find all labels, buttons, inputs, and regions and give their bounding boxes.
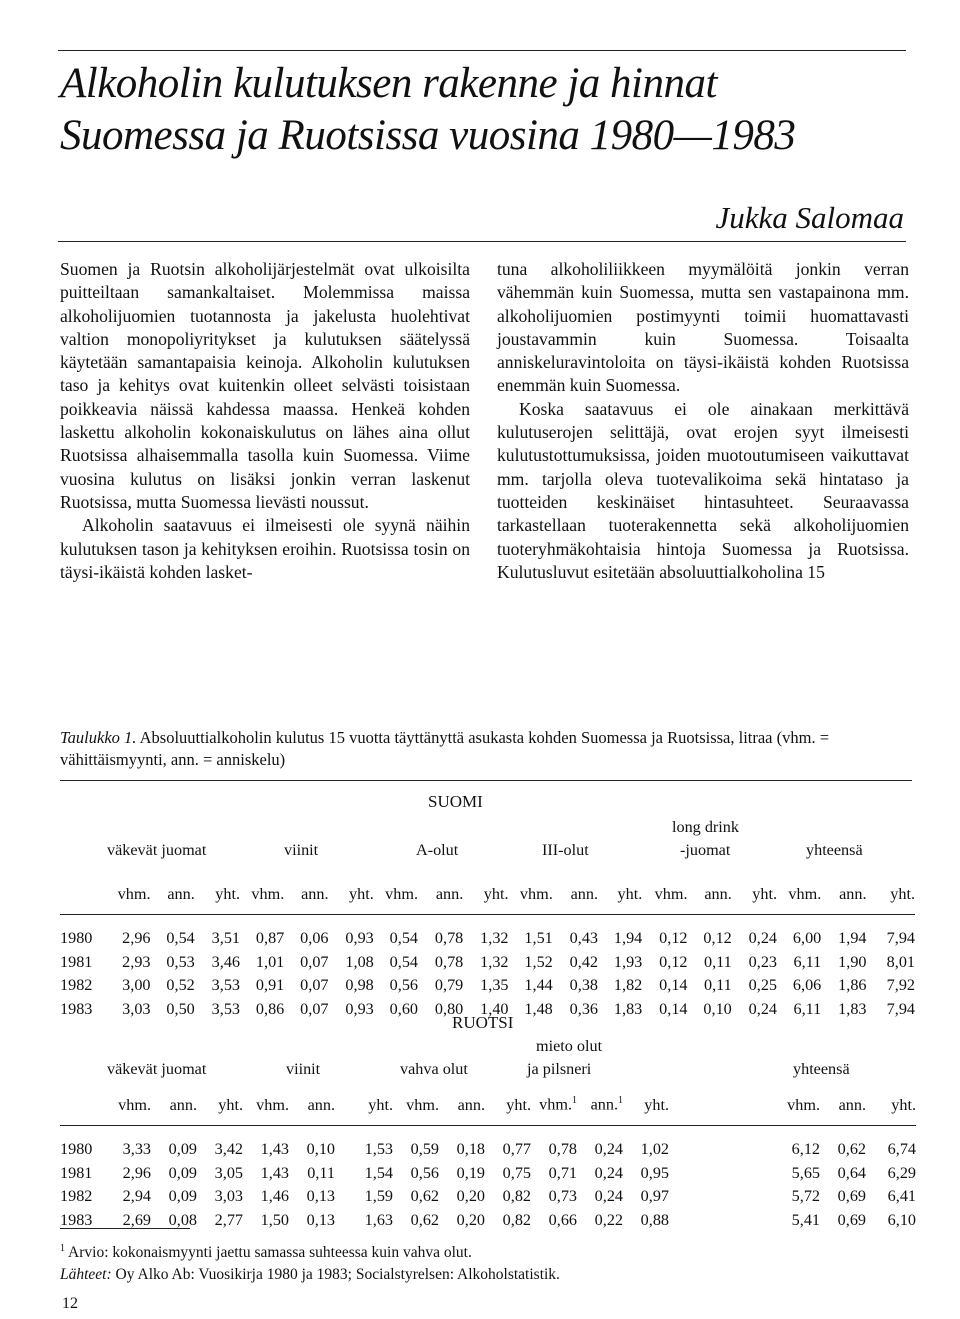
value-cell: 0,56 <box>410 1163 439 1182</box>
author-rule <box>58 241 906 242</box>
value-cell: 0,11 <box>704 976 732 995</box>
table-section-suomi <box>60 790 915 1021</box>
subheader-cell: vhm. <box>519 884 553 903</box>
title-line-2: Suomessa ja Ruotsissa vuosina 1980—1983 <box>60 112 796 159</box>
subheader-cell: yht. <box>368 1095 393 1114</box>
value-cell: 0,07 <box>300 976 329 995</box>
subheader-cell: ann. <box>435 884 464 903</box>
group-header: III-olut <box>542 841 589 859</box>
value-cell: 0,36 <box>569 1000 598 1019</box>
value-cell: 0,12 <box>703 929 732 948</box>
sources-text: Oy Alko Ab: Vuosikirja 1980 ja 1983; Socialstyrelsen: Alkoholstatistik. <box>115 1266 560 1284</box>
value-cell: 3,00 <box>122 976 151 995</box>
value-cell: 0,78 <box>548 1140 577 1159</box>
value-cell: 0,25 <box>748 976 777 995</box>
value-cell: 0,66 <box>548 1211 577 1230</box>
article-title <box>60 58 910 162</box>
subheader-cell: yht. <box>483 884 509 903</box>
value-cell: 1,01 <box>255 952 285 971</box>
value-cell: 0,13 <box>306 1211 335 1230</box>
value-cell: 0,14 <box>659 1000 688 1019</box>
table-section-ruotsi <box>60 1011 915 1232</box>
table-label: Taulukko 1. <box>60 728 137 747</box>
subheader-cell: vhm. <box>788 884 822 903</box>
value-cell: 0,69 <box>837 1187 866 1206</box>
group-header: yhteensä <box>793 1060 850 1078</box>
value-cell: 0,86 <box>255 1000 285 1019</box>
value-cell: 6,11 <box>793 952 822 971</box>
value-cell: 1,53 <box>364 1140 393 1159</box>
subheader-cell: yht. <box>890 884 915 903</box>
value-cell: 0,14 <box>659 976 688 995</box>
subheader-cell: vhm. <box>251 884 285 903</box>
value-cell: 0,54 <box>389 952 418 971</box>
value-cell: 0,22 <box>594 1211 623 1230</box>
footnote-mark: 1 <box>618 1095 623 1107</box>
value-cell: 1,94 <box>838 929 867 948</box>
value-cell: 0,06 <box>300 929 329 948</box>
section-heading: SUOMI <box>428 792 483 811</box>
value-cell: 0,87 <box>255 929 285 948</box>
group-header: yhteensä <box>806 841 863 859</box>
value-cell: 6,06 <box>792 976 822 995</box>
footnote-rule <box>60 1228 190 1229</box>
value-cell: 0,62 <box>837 1140 866 1159</box>
subheader-cell: vhm. <box>654 884 688 903</box>
value-cell: 1,90 <box>838 952 867 971</box>
value-cell: 1,59 <box>364 1187 393 1206</box>
value-cell: 3,03 <box>214 1187 243 1206</box>
group-header: ja pilsneri <box>527 1060 592 1078</box>
value-cell: 1,83 <box>838 1000 867 1019</box>
group-header: viinit <box>284 841 319 859</box>
value-cell: 0,62 <box>410 1211 439 1230</box>
group-header: -juomat <box>680 841 731 859</box>
value-cell: 1,93 <box>613 952 643 971</box>
value-cell: 1,51 <box>524 929 553 948</box>
subheader-row <box>60 1093 916 1117</box>
value-cell: 1,08 <box>345 952 374 971</box>
year-cell: 1983 <box>60 1211 93 1230</box>
subheader-cell: yht. <box>506 1095 531 1114</box>
value-cell: 0,97 <box>640 1187 669 1206</box>
value-cell: 0,52 <box>166 976 195 995</box>
body-paragraph: Alkoholin saatavuus ei ilmeisesti ole syynä näihin kulutuksen tason ja kehityksen eroihin. Ruotsissa tosin on täysi-ikäistä kohden lasket- <box>60 515 470 582</box>
value-cell: 0,93 <box>345 929 374 948</box>
year-cell: 1983 <box>60 1000 93 1019</box>
subheader-cell: yht. <box>644 1095 669 1114</box>
subheader-cell: yht. <box>349 884 374 903</box>
value-cell: 6,41 <box>887 1187 916 1206</box>
year-cell: 1980 <box>60 929 93 948</box>
value-cell: 1,46 <box>260 1187 289 1206</box>
value-cell: 6,10 <box>887 1211 916 1230</box>
value-cell: 0,11 <box>704 952 732 971</box>
value-cell: 6,12 <box>791 1140 820 1159</box>
value-cell: 0,24 <box>748 1000 777 1019</box>
value-cell: 1,02 <box>640 1140 669 1159</box>
value-cell: 0,13 <box>306 1187 335 1206</box>
subheader-text: vhm. <box>539 1095 572 1114</box>
body-column-right <box>497 258 909 584</box>
group-header: A-olut <box>416 841 459 859</box>
value-cell: 0,20 <box>456 1211 485 1230</box>
subheader-cell <box>577 1093 623 1117</box>
year-cell: 1981 <box>60 1163 93 1182</box>
value-cell: 0,71 <box>548 1163 577 1182</box>
value-cell: 6,74 <box>887 1140 916 1159</box>
value-cell: 6,29 <box>887 1163 916 1182</box>
value-cell: 1,63 <box>364 1211 393 1230</box>
footnote-mark: 1 <box>60 1243 65 1254</box>
subheader-cell: ann. <box>839 884 867 903</box>
value-cell: 2,94 <box>122 1187 151 1206</box>
value-cell: 0,50 <box>166 1000 195 1019</box>
table-row <box>60 1162 916 1186</box>
value-cell: 7,94 <box>886 1000 915 1019</box>
value-cell: 0,38 <box>569 976 598 995</box>
subheader-cell: vhm. <box>117 884 151 903</box>
group-header: vahva olut <box>400 1060 468 1078</box>
subheader-cell: ann. <box>838 1095 866 1114</box>
sources-line <box>60 1264 910 1286</box>
value-cell: 0,24 <box>594 1163 623 1182</box>
value-cell: 0,42 <box>569 952 598 971</box>
table-top-rule <box>60 780 912 781</box>
suomi-table <box>60 882 915 1021</box>
value-cell: 1,44 <box>524 976 553 995</box>
value-cell: 0,08 <box>168 1211 197 1230</box>
group-header: viinit <box>286 1060 321 1078</box>
subheader-cell: ann. <box>169 1095 197 1114</box>
subheader-text: ann. <box>590 1095 618 1114</box>
value-cell: 1,40 <box>480 1000 509 1019</box>
section-heading: RUOTSI <box>452 1013 514 1032</box>
value-cell: 0,88 <box>640 1211 669 1230</box>
subheader-cell: yht. <box>752 884 777 903</box>
value-cell: 0,79 <box>434 976 464 995</box>
value-cell: 8,01 <box>886 952 915 971</box>
value-cell: 1,48 <box>524 1000 553 1019</box>
value-cell: 0,82 <box>502 1211 531 1230</box>
value-cell: 0,82 <box>502 1187 531 1206</box>
value-cell: 7,94 <box>886 929 915 948</box>
subheader-cell: ann. <box>301 884 329 903</box>
value-cell: 1,86 <box>838 976 867 995</box>
value-cell: 0,10 <box>306 1140 335 1159</box>
body-paragraph: Koska saatavuus ei ole ainakaan merkittävä kulutuserojen selittäjä, ovat erojen syyt ilmeisesti kulutustottumuksissa, joiden muotoutumiseen vaikuttavat mm. tarjolla oleva tuotevalikoima sekä hintataso ja tuotteiden keskinäiset hintasuhteet. Seuraavassa tarkastellaan tuoterakennetta sekä alkoholijuomien tuoteryhmäkohtaisia hintoja Suomessa ja Ruotsissa. Kulutusluvut esitetään absoluuttialkoholina 15 <box>497 398 909 582</box>
value-cell: 0,09 <box>168 1187 197 1206</box>
group-header: väkevät juomat <box>107 1060 207 1078</box>
year-cell: 1982 <box>60 1187 93 1206</box>
value-cell: 3,33 <box>122 1140 151 1159</box>
value-cell: 3,42 <box>214 1140 243 1159</box>
value-cell: 0,43 <box>569 929 598 948</box>
table-caption <box>60 727 912 771</box>
value-cell: 1,35 <box>480 976 509 995</box>
footnotes <box>60 1238 910 1286</box>
subheader-cell <box>531 1093 577 1117</box>
ruotsi-table <box>60 1093 916 1232</box>
year-cell: 1981 <box>60 952 93 971</box>
value-cell: 0,24 <box>594 1140 623 1159</box>
value-cell: 3,03 <box>122 1000 151 1019</box>
title-line-1: Alkoholin kulutuksen rakenne ja hinnat <box>60 60 717 107</box>
value-cell: 0,23 <box>748 952 777 971</box>
subheader-cell: yht. <box>617 884 643 903</box>
value-cell: 0,07 <box>300 952 329 971</box>
sources-label: Lähteet: <box>60 1266 112 1284</box>
value-cell: 6,11 <box>793 1000 822 1019</box>
footnote-1 <box>60 1238 910 1264</box>
value-cell: 2,93 <box>122 952 151 971</box>
value-cell: 0,19 <box>456 1163 485 1182</box>
value-cell: 0,12 <box>659 952 688 971</box>
value-cell: 0,75 <box>502 1163 531 1182</box>
value-cell: 0,93 <box>345 1000 374 1019</box>
value-cell: 0,98 <box>345 976 374 995</box>
top-rule <box>58 50 906 51</box>
value-cell: 2,69 <box>122 1211 151 1230</box>
value-cell: 0,64 <box>837 1163 866 1182</box>
page-number: 12 <box>62 1295 78 1312</box>
body-paragraph: Suomen ja Ruotsin alkoholijärjestelmät ovat ulkoisilta puitteiltaan samankaltaiset. Molemmissa maissa alkoholijuomien tuotannosta ja jakelusta huolehtivat valtion monopoliyritykset ja kulutuksen säätelyssä käytetään samantapaisia keinoja. Alkoholin kulutuksen taso ja kehitys ovat kuitenkin olleet selvästi toisistaan poikkeavia näissä kahdessa maassa. Henkeä kohden laskettu alkoholin kokonaiskulutus on lähes aina ollut Ruotsissa alhaisemmalla tasolla kuin Suomessa. Viime vuosina kulutus on lisäksi jonkin verran laskenut Ruotsissa, mutta Suomessa lievästi noussut. <box>60 259 470 512</box>
value-cell: 0,11 <box>307 1163 335 1182</box>
value-cell: 0,12 <box>659 929 688 948</box>
year-cell: 1980 <box>60 1140 93 1159</box>
value-cell: 5,65 <box>791 1163 820 1182</box>
subheader-cell: vhm. <box>118 1095 151 1114</box>
value-cell: 1,43 <box>260 1140 289 1159</box>
table-row <box>60 1138 916 1162</box>
value-cell: 5,41 <box>791 1211 820 1230</box>
value-cell: 0,54 <box>166 929 195 948</box>
table-row <box>60 974 915 998</box>
value-cell: 0,62 <box>410 1187 439 1206</box>
group-header: mieto olut <box>536 1037 603 1055</box>
value-cell: 1,54 <box>364 1163 393 1182</box>
subheader-cell: ann. <box>307 1095 335 1114</box>
value-cell: 3,53 <box>211 1000 240 1019</box>
value-cell: 0,77 <box>502 1140 531 1159</box>
value-cell: 0,78 <box>434 929 464 948</box>
value-cell: 0,80 <box>434 1000 464 1019</box>
value-cell: 0,78 <box>434 952 464 971</box>
table-caption-text: Absoluuttialkoholin kulutus 15 vuotta täyttänyttä asukasta kohden Suomessa ja Ruotsissa, litraa (vhm. = vähittäismyynti, ann. = anniskelu) <box>60 728 830 769</box>
footnote-mark: 1 <box>572 1095 577 1107</box>
table-row <box>60 927 915 951</box>
value-cell: 1,32 <box>480 952 509 971</box>
subheader-cell: vhm. <box>787 1095 820 1114</box>
value-cell: 2,96 <box>122 1163 151 1182</box>
value-cell: 3,05 <box>214 1163 243 1182</box>
group-header: long drink <box>672 818 739 836</box>
value-cell: 0,91 <box>255 976 285 995</box>
value-cell: 0,20 <box>456 1187 485 1206</box>
value-cell: 0,59 <box>410 1140 439 1159</box>
value-cell: 5,72 <box>791 1187 820 1206</box>
value-cell: 0,56 <box>389 976 418 995</box>
body-column-left <box>60 258 470 584</box>
value-cell: 1,94 <box>613 929 643 948</box>
value-cell: 6,00 <box>792 929 822 948</box>
subheader-row <box>60 882 915 906</box>
subheader-cell: yht. <box>215 884 240 903</box>
value-cell: 7,92 <box>886 976 915 995</box>
value-cell: 2,77 <box>214 1211 243 1230</box>
value-cell: 0,07 <box>300 1000 329 1019</box>
value-cell: 1,83 <box>613 1000 643 1019</box>
value-cell: 0,60 <box>389 1000 418 1019</box>
subheader-cell: ann. <box>570 884 598 903</box>
group-header: väkevät juomat <box>107 841 207 859</box>
value-cell: 0,24 <box>594 1187 623 1206</box>
value-cell: 1,43 <box>260 1163 289 1182</box>
value-cell: 2,96 <box>122 929 151 948</box>
value-cell: 3,46 <box>211 952 240 971</box>
value-cell: 0,24 <box>748 929 777 948</box>
value-cell: 0,09 <box>168 1163 197 1182</box>
value-cell: 1,32 <box>480 929 509 948</box>
subheader-cell: vhm. <box>256 1095 289 1114</box>
value-cell: 0,69 <box>837 1211 866 1230</box>
value-cell: 3,51 <box>211 929 240 948</box>
author-name: Jukka Salomaa <box>715 200 904 235</box>
value-cell: 0,73 <box>548 1187 577 1206</box>
subheader-cell: yht. <box>891 1095 916 1114</box>
subheader-cell: yht. <box>218 1095 243 1114</box>
value-cell: 0,95 <box>640 1163 669 1182</box>
footnote-text: Arvio: kokonaismyynti jaettu samassa suhteessa kuin vahva olut. <box>68 1244 472 1262</box>
table-row <box>60 1185 916 1209</box>
value-cell: 0,09 <box>168 1140 197 1159</box>
subheader-cell: ann. <box>167 884 195 903</box>
value-cell: 0,18 <box>456 1140 485 1159</box>
value-cell: 1,82 <box>613 976 643 995</box>
value-cell: 1,52 <box>524 952 553 971</box>
subheader-cell: vhm. <box>385 884 418 903</box>
value-cell: 0,53 <box>166 952 195 971</box>
value-cell: 1,50 <box>260 1211 289 1230</box>
subheader-cell: ann. <box>457 1095 485 1114</box>
value-cell: 0,54 <box>389 929 418 948</box>
subheader-cell: ann. <box>704 884 732 903</box>
value-cell: 3,53 <box>211 976 240 995</box>
value-cell: 0,10 <box>703 1000 732 1019</box>
year-cell: 1982 <box>60 976 93 995</box>
body-paragraph: tuna alkoholiliikkeen myymälöitä jonkin verran vähemmän kuin Suomessa, mutta sen vastapainona mm. alkoholijuomien postimyynti toimii huomattavasti joustavammin kuin Suomessa. Toisaalta anniskeluravintoloita on täysi-ikäistä kohden Ruotsissa enemmän kuin Suomessa. <box>497 259 909 396</box>
subheader-cell: vhm. <box>406 1095 439 1114</box>
table-row <box>60 951 915 975</box>
